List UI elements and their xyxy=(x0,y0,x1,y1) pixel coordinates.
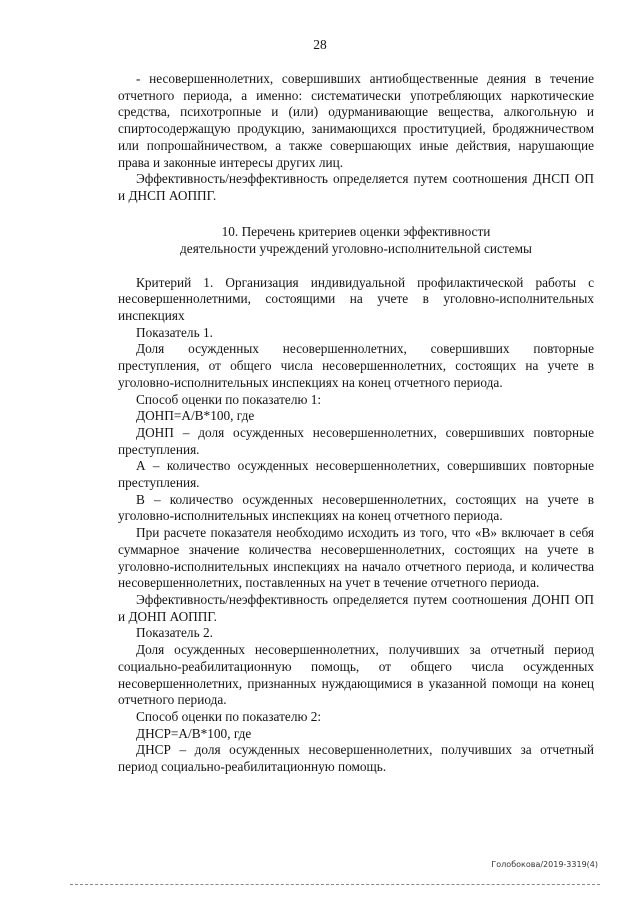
page-bottom-rule xyxy=(70,884,600,885)
section-heading-line: деятельности учреждений уголовно-исполнительной системы xyxy=(180,240,532,256)
paragraph: А – количество осужденных несовершеннолетних, совершивших повторные преступления. xyxy=(118,458,594,491)
paragraph: ДНСР=А/В*100, где xyxy=(136,725,252,741)
paragraph: Эффективность/неэффективность определяется путем соотношения ДНСП ОП и ДНСП АОППГ. xyxy=(118,171,594,203)
paragraph: Показатель 1. xyxy=(136,324,213,340)
paragraph: Доля осужденных несовершеннолетних, совершивших повторные преступления, от общего числа несовершеннолетних, состоящих на учете в уголовно-исполнительных инспекциях на конец отчетного периода. xyxy=(118,341,594,390)
paragraph: Показатель 2. xyxy=(136,625,213,641)
paragraph: Способ оценки по показателю 1: xyxy=(136,391,322,407)
spacer xyxy=(118,257,594,275)
paragraph: При расчете показателя необходимо исходить из того, что «В» включает в себя суммарное значение количества несовершеннолетних, состоящих на учете в уголовно-исполнительных инспекциях на начало отчетного периода, и количества несовершеннолетних, поставленных на учет в течение отчетного периода. xyxy=(118,525,594,591)
spacer xyxy=(118,205,594,223)
paragraph: ДОНП – доля осужденных несовершеннолетних, совершивших повторные преступления. xyxy=(118,424,594,457)
paragraph: Эффективность/неэффективность определяется путем соотношения ДОНП ОП и ДОНП АОППГ. xyxy=(118,591,594,624)
paragraph: Доля осужденных несовершеннолетних, получивших за отчетный период социально-реабилитационную помощь, от общего числа осужденных несовершеннолетних, признанных нуждающимися в указанной помощи на конец отчетного периода. xyxy=(118,642,594,708)
section-heading-line: 10. Перечень критериев оценки эффективности xyxy=(221,223,491,239)
paragraph: ДНСР – доля осужденных несовершеннолетних, получивших за отчетный период социально-реабилитационную помощь. xyxy=(118,742,594,775)
paragraph: Способ оценки по показателю 2: xyxy=(136,708,322,724)
paragraph: ДОНП=А/В*100, где xyxy=(136,408,255,424)
paragraph: - несовершеннолетних, совершивших антиобщественные деяния в течение отчетного периода, а именно: систематически употребляющих наркотические средства, психотропные и (или) одурманивающие вещества, алкогольную и спиртосодержащую продукцию, занимающихся проституцией, бродяжничеством или попрошайничеством, а также совершающих иные действия, нарушающие права и законные интересы других лиц. xyxy=(118,71,594,170)
paragraph: В – количество осужденных несовершеннолетних, состоящих на учете в уголовно-исполнительных инспекциях на конец отчетного периода. xyxy=(118,491,594,524)
document-reference: Голобокова/2019-3319(4) xyxy=(491,860,598,869)
page-number: 28 xyxy=(313,37,327,52)
document-body xyxy=(118,71,594,776)
paragraph: Критерий 1. Организация индивидуальной профилактической работы с несовершеннолетними, состоящими на учете в уголовно-исполнительных инспекциях xyxy=(118,274,594,324)
